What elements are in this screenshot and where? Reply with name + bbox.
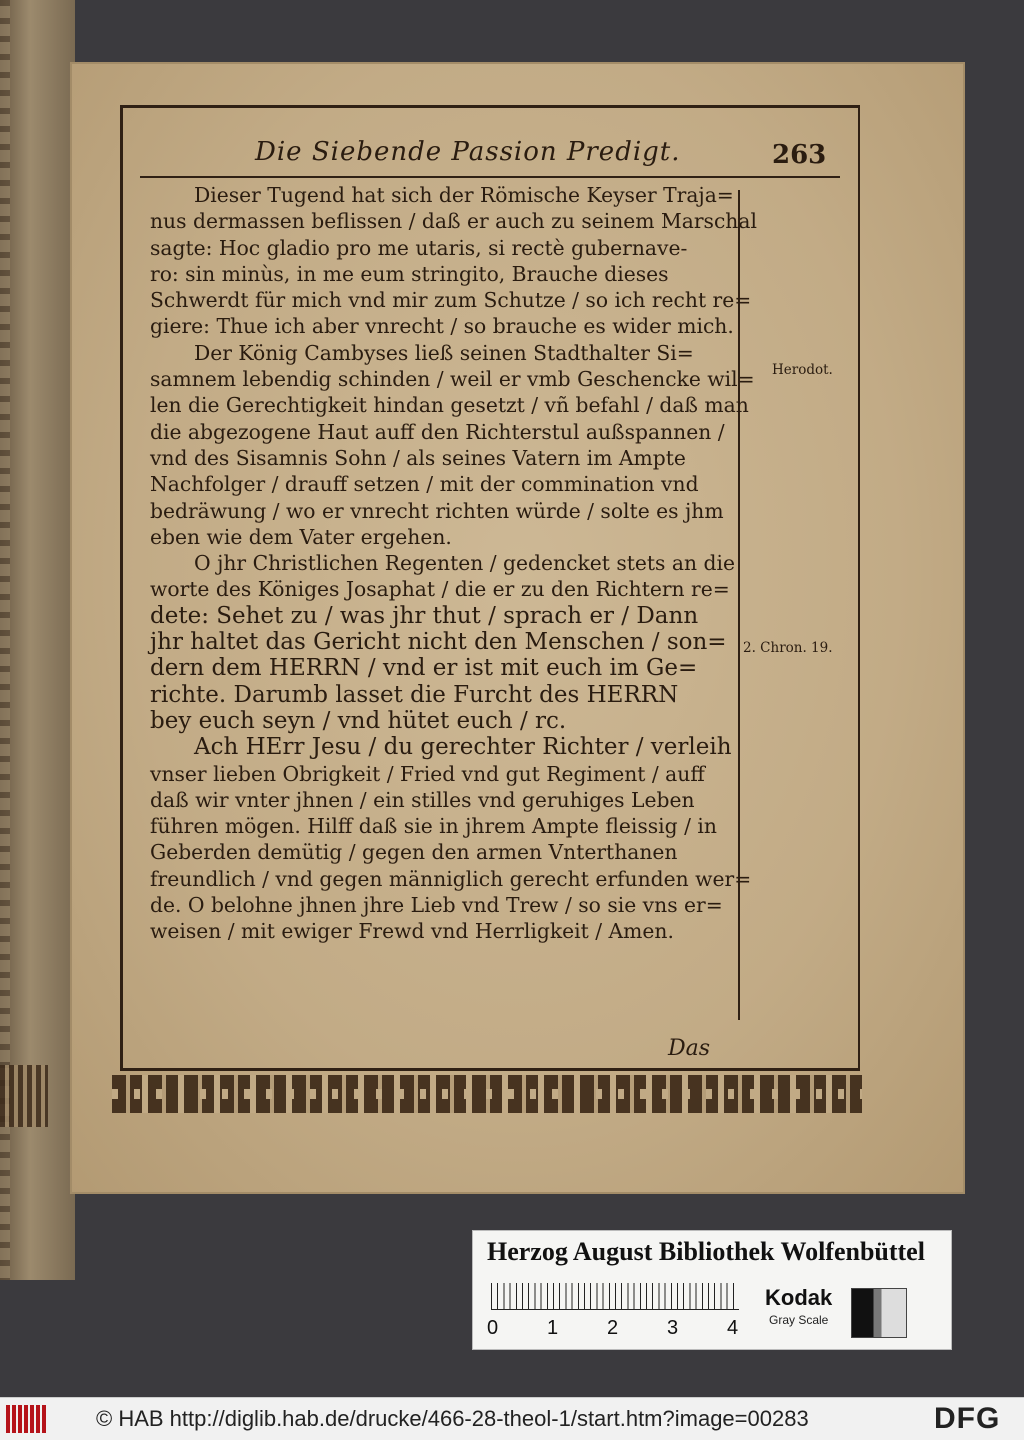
- text-line: ro: sin minùs, in me eum stringito, Brauche dieses: [150, 261, 669, 286]
- ruler-number: 2: [607, 1317, 619, 1339]
- text-line: vnser lieben Obrigkeit / Fried vnd gut Regiment / auff: [150, 761, 705, 786]
- library-name: Herzog August Bibliothek Wolfenbüttel: [487, 1237, 925, 1266]
- text-line: sagte: Hoc gladio pro me utaris, si rectè gubernave-: [150, 235, 688, 260]
- text-line: len die Gerechtigkeit hindan gesetzt / vñ befahl / daß man: [150, 393, 749, 418]
- left-page-ornament: [0, 1065, 48, 1127]
- ruler-number: 0: [487, 1317, 499, 1339]
- text-line: die abgezogene Haut auff den Richterstul außspannen /: [150, 419, 725, 444]
- page-number: 263: [772, 140, 827, 170]
- text-line: worte des Königes Josaphat / die er zu den Richtern re=: [150, 577, 730, 602]
- text-line: dete: Sehet zu / was jhr thut / sprach er / Dann: [150, 602, 699, 629]
- text-line: samnem lebendig schinden / weil er vmb Geschencke wil=: [150, 367, 755, 392]
- kodak-brand: Kodak: [765, 1285, 833, 1310]
- catchword: Das: [668, 1036, 711, 1061]
- text-line: de. O belohne jhnen jhre Lieb vnd Trew / so sie vns er=: [150, 893, 723, 918]
- footer-bar: [0, 1397, 1024, 1440]
- text-line: giere: Thue ich aber vnrecht / so brauche es wider mich.: [150, 314, 734, 339]
- running-head: Die Siebende Passion Predigt.: [255, 137, 681, 167]
- text-line: eben wie dem Vater ergehen.: [150, 524, 452, 549]
- text-line: Geberden demütig / gegen den armen Vnterthanen: [150, 840, 678, 865]
- body-text: [150, 182, 757, 945]
- text-line: Schwerdt für mich vnd mir zum Schutze / so ich recht re=: [150, 288, 752, 313]
- text-line: Der König Cambyses ließ seinen Stadthalter Si=: [194, 340, 694, 365]
- text-line: bey euch seyn / vnd hütet euch / rc.: [150, 707, 567, 734]
- ruler-number: 4: [727, 1317, 739, 1339]
- ruler-number: 3: [667, 1317, 679, 1339]
- gray-scale-swatch: [851, 1288, 907, 1338]
- hab-logo-icon: [6, 1405, 46, 1433]
- text-line: nus dermassen beflissen / daß er auch zu seinem Marschal: [150, 209, 757, 234]
- ruler-number: 1: [547, 1317, 559, 1339]
- text-line: vnd des Sisamnis Sohn / als seines Vatern im Ampte: [150, 445, 686, 470]
- ornament-band: [112, 1075, 862, 1113]
- text-line: Nachfolger / drauff setzen / mit der commination vnd: [150, 472, 699, 497]
- text-line: O jhr Christlichen Regenten / gedencket stets an die: [194, 551, 735, 576]
- scale-ruler: [491, 1283, 739, 1310]
- text-line: Ach HErr Jesu / du gerechter Richter / verleih: [194, 734, 732, 761]
- color-reference-card: [472, 1230, 952, 1350]
- head-rule: [140, 176, 840, 178]
- text-line: richte. Darumb lasset die Furcht des HERRN: [150, 681, 679, 708]
- text-line: freundlich / vnd gegen männiglich gerecht erfunden wer=: [150, 866, 752, 891]
- marginal-note-herodot: Herodot.: [772, 362, 833, 378]
- text-line: bedräwung / wo er vnrecht richten würde / solte es jhm: [150, 498, 724, 523]
- text-line: führen mögen. Hilff daß sie in jhrem Ampte fleissig / in: [150, 814, 717, 839]
- text-line: Dieser Tugend hat sich der Römische Keyser Traja=: [194, 183, 734, 207]
- text-line: weisen / mit ewiger Frewd vnd Herrligkeit / Amen.: [150, 919, 674, 944]
- text-line: jhr haltet das Gericht nicht den Menschen / son=: [150, 629, 727, 656]
- gray-scale-label: Gray Scale: [769, 1313, 829, 1327]
- text-line: dern dem HERRN / vnd er ist mit euch im Ge=: [150, 655, 698, 682]
- marginal-note-chronicles: 2. Chron. 19.: [743, 640, 833, 656]
- ruler-numbers: [487, 1317, 757, 1341]
- footer-link[interactable]: © HAB http://diglib.hab.de/drucke/466-28-theol-1/start.htm?image=00283: [96, 1406, 809, 1431]
- text-line: daß wir vnter jhnen / ein stilles vnd geruhiges Leben: [150, 787, 695, 812]
- dfg-logo: DFG: [934, 1402, 1001, 1435]
